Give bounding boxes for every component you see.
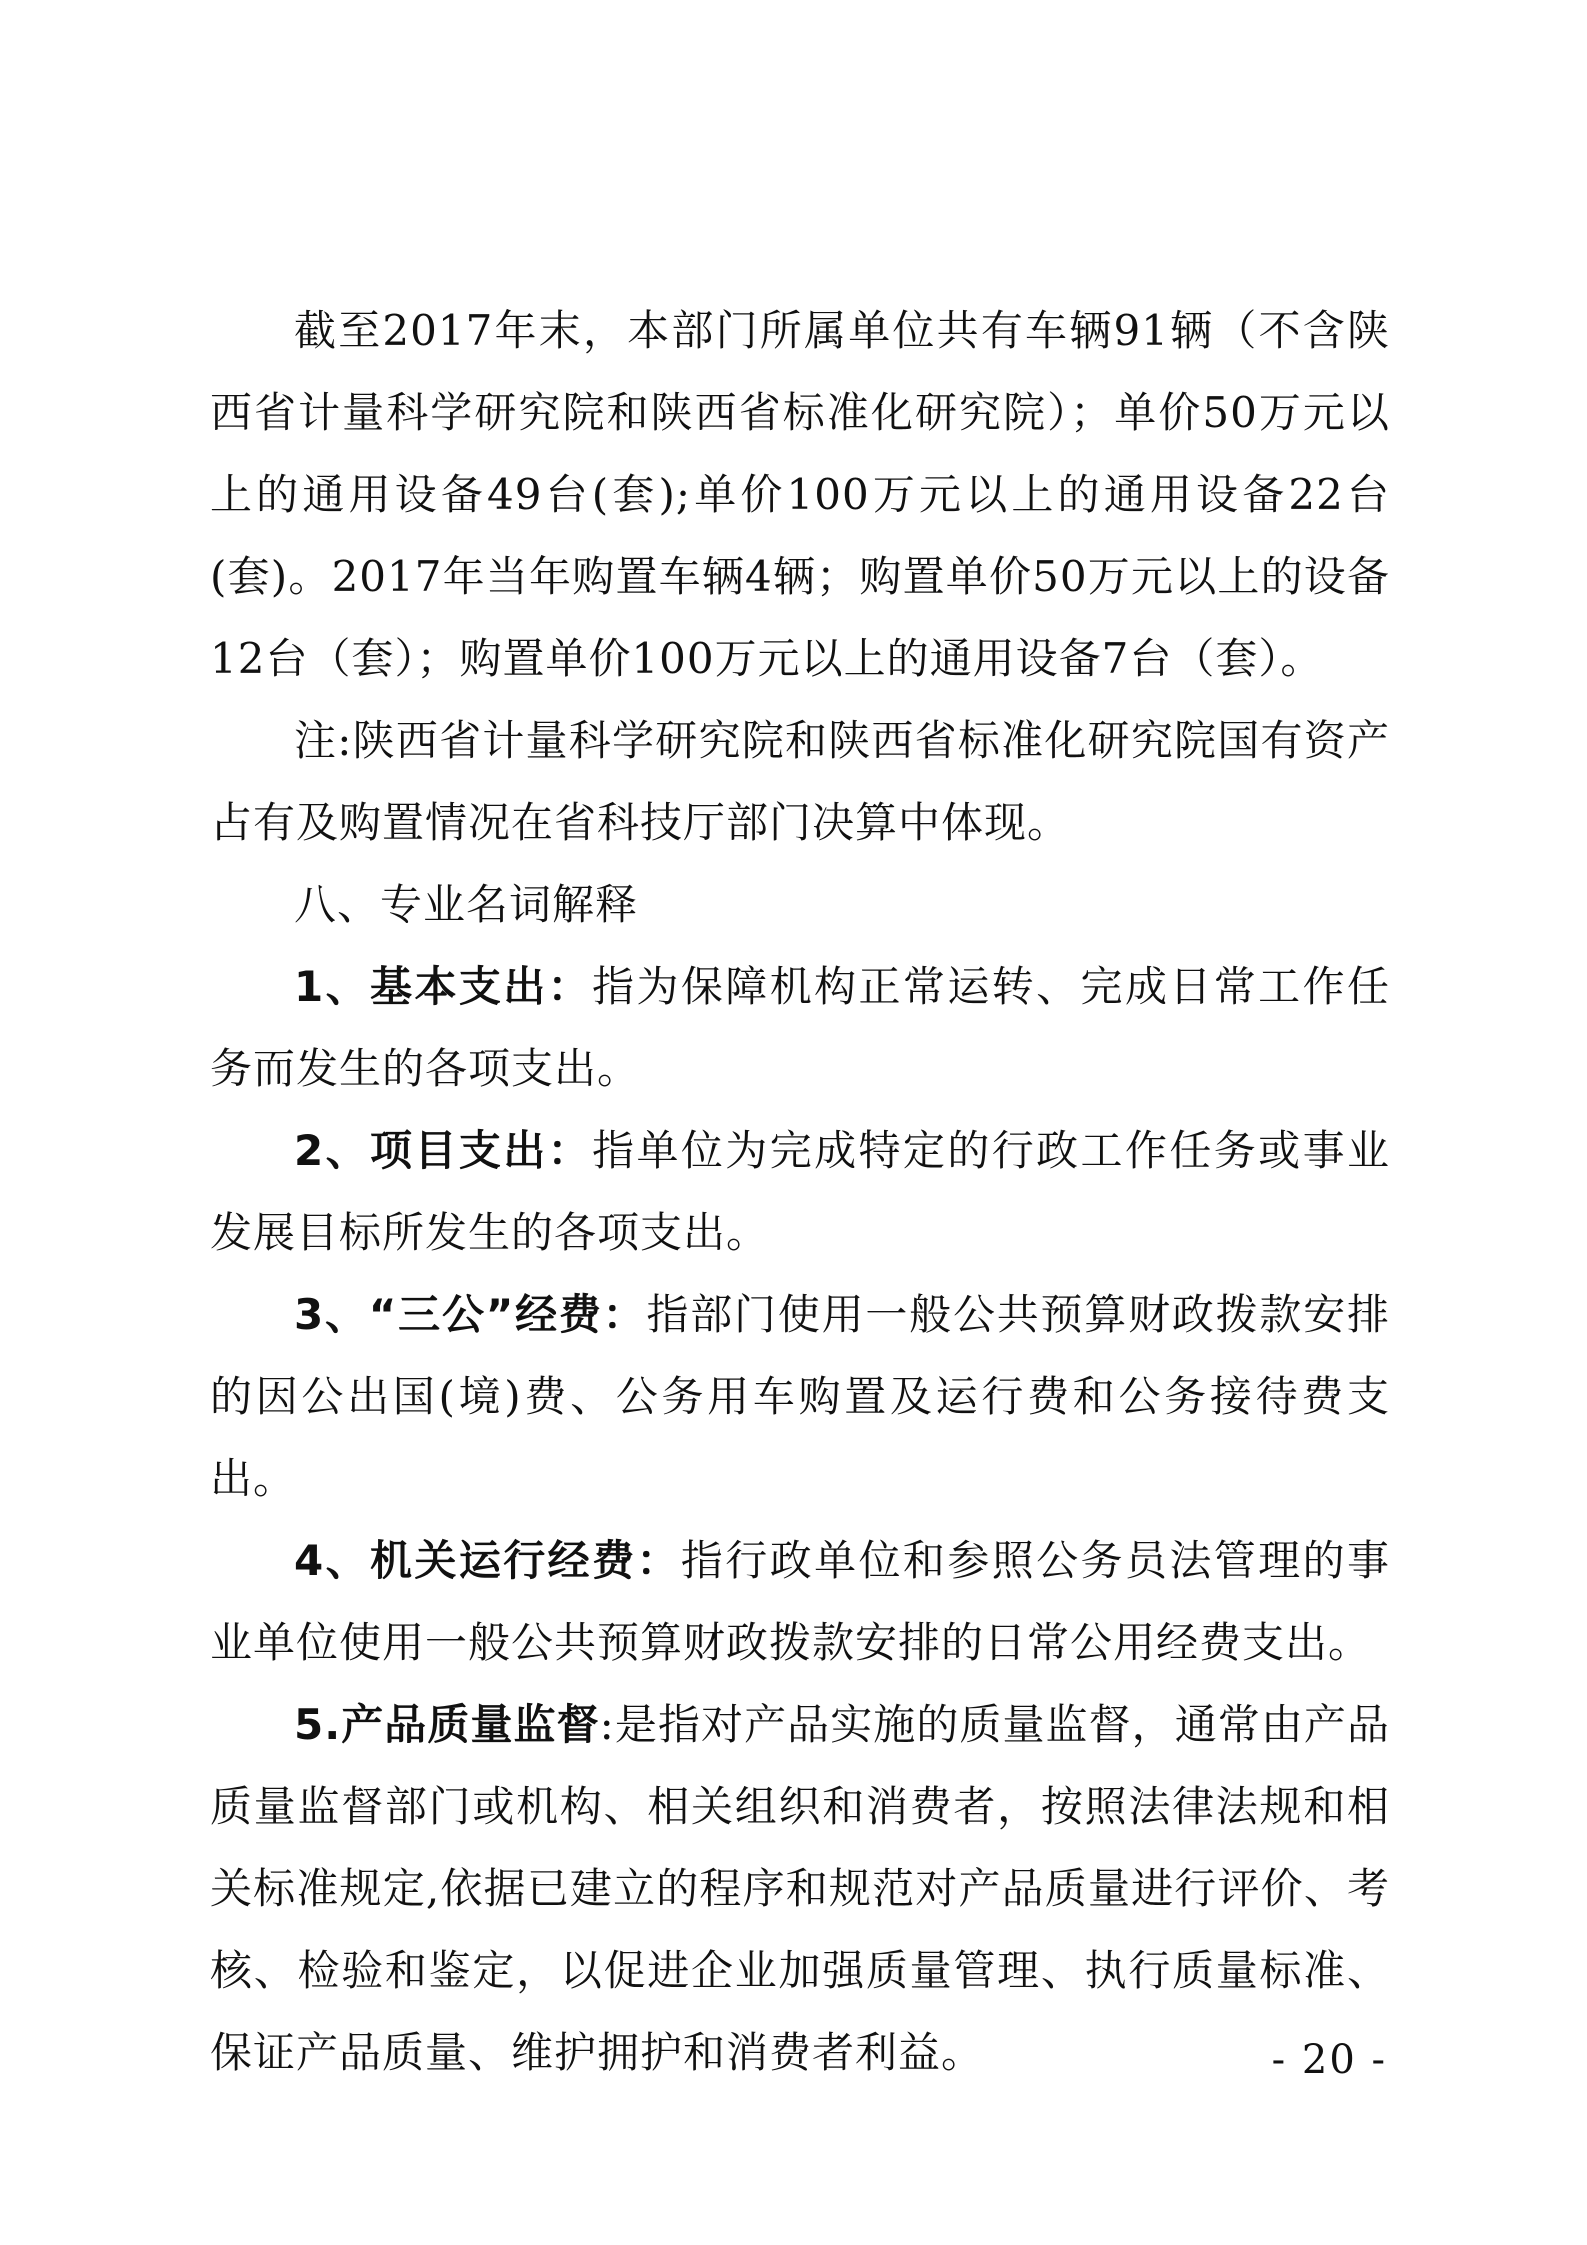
- term-paragraph-2: [210, 1110, 1390, 1274]
- term-paragraph-4: [210, 1520, 1390, 1684]
- term-title: 1、基本支出：: [294, 962, 593, 1011]
- document-body: [210, 290, 1390, 2094]
- term-definition: 指单位为完成特定的行政工作任务或事业发展目标所发生的各项支出。: [210, 1126, 1390, 1257]
- asset-paragraph: 截至2017年末，本部门所属单位共有车辆91辆（不含陕西省计量科学研究院和陕西省标准化研究院）；单价50万元以上的通用设备49台(套);单价100万元以上的通用设备22台(套)。2017年当年购置车辆4辆；购置单价50万元以上的设备12台（套）；购置单价100万元以上的通用设备7台（套）。: [210, 306, 1390, 683]
- term-title: 4、机关运行经费：: [294, 1536, 681, 1585]
- term-definition: 指部门使用一般公共预算财政拨款安排的因公出国(境)费、公务用车购置及运行费和公务接待费支出。: [210, 1290, 1390, 1503]
- term-title: 2、项目支出：: [294, 1126, 593, 1175]
- page-number: - 20 -: [1271, 2037, 1387, 2083]
- term-paragraph-3: [210, 1274, 1390, 1520]
- term-paragraph-5: [210, 1684, 1390, 2094]
- term-definition: 指为保障机构正常运转、完成日常工作任务而发生的各项支出。: [210, 962, 1390, 1093]
- term-title: 3、“三公”经费：: [294, 1290, 647, 1339]
- term-definition: :是指对产品实施的质量监督，通常由产品质量监督部门或机构、相关组织和消费者，按照法律法规和相关标准规定,依据已建立的程序和规范对产品质量进行评价、考核、检验和鉴定，以促进企业加强质量管理、执行质量标准、保证产品质量、维护拥护和消费者利益。: [210, 1700, 1391, 2077]
- section-heading: 八、专业名词解释: [294, 880, 639, 929]
- term-definition: 指行政单位和参照公务员法管理的事业单位使用一般公共预算财政拨款安排的日常公用经费支出。: [210, 1536, 1390, 1667]
- note-paragraph: 注:陕西省计量科学研究院和陕西省标准化研究院国有资产占有及购置情况在省科技厅部门决算中体现。: [210, 716, 1390, 847]
- term-paragraph-1: [210, 946, 1390, 1110]
- term-title: 5.产品质量监督: [294, 1700, 600, 1749]
